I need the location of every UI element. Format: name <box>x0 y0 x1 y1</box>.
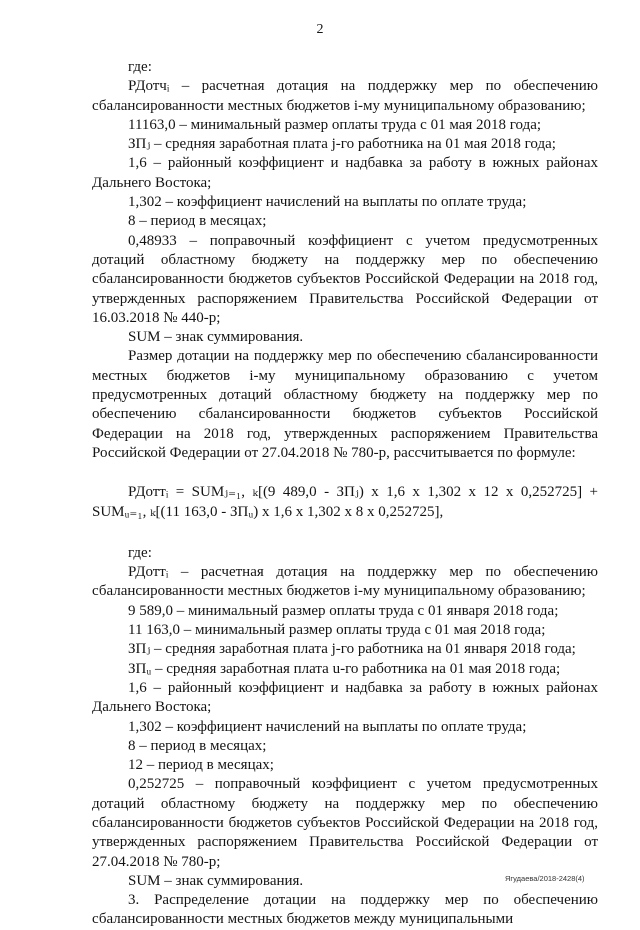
body-paragraph: 1,6 – районный коэффициент и надбавка за работу в южных районах Дальнего Востока; <box>92 679 598 716</box>
body-paragraph: РДоттᵢ – расчетная дотация на поддержку мер по обеспечению сбалансированности местных бюджетов i-му муниципальному образованию; <box>92 564 598 600</box>
body-paragraph: Размер дотации на поддержку мер по обеспечению сбалансированности местных бюджетов i-му муниципальному образованию с учетом предусмотренных дотаций областному бюджету на поддержку мер по обеспечению сбалансированности бюджетов субъектов Российской Федерации на 2018 год, утвержденных распоряжением Правительства Российской Федерации от 27.04.2018 № 780-р, рассчитывается по формуле: <box>92 348 598 461</box>
document-body <box>92 58 598 930</box>
body-paragraph: SUM – знак суммирования. <box>128 872 304 889</box>
body-paragraph: SUM – знак суммирования. <box>128 329 304 346</box>
body-paragraph: РДотчᵢ – расчетная дотация на поддержку мер по обеспечению сбалансированности местных бюджетов i-му муниципальному образованию; <box>92 78 598 114</box>
body-paragraph: ЗПⱼ – средняя заработная плата j-го работника на 01 мая 2018 года; <box>128 136 556 153</box>
body-paragraph: 9 589,0 – минимальный размер оплаты труда с 01 января 2018 года; <box>128 602 559 619</box>
body-paragraph: ЗПᵤ – средняя заработная плата u-го работника на 01 мая 2018 года; <box>128 660 561 677</box>
body-paragraph: где: <box>128 544 152 561</box>
body-paragraph: 1,302 – коэффициент начислений на выплаты по оплате труда; <box>128 194 527 211</box>
body-paragraph: 8 – период в месяцах; <box>128 737 267 754</box>
body-paragraph: 12 – период в месяцах; <box>128 757 274 774</box>
body-paragraph: где: <box>128 59 152 75</box>
body-paragraph: 8 – период в месяцах; <box>128 213 267 230</box>
body-paragraph: 1,6 – районный коэффициент и надбавка за работу в южных районах Дальнего Востока; <box>92 155 598 191</box>
footer-code: Ягудаева/2018-2428(4) <box>505 874 585 883</box>
body-paragraph: 1,302 – коэффициент начислений на выплаты по оплате труда; <box>128 718 527 735</box>
body-paragraph: ЗПⱼ – средняя заработная плата j-го работника на 01 января 2018 года; <box>128 641 576 658</box>
body-paragraph: 11163,0 – минимальный размер оплаты труда с 01 мая 2018 года; <box>128 116 542 133</box>
formula-paragraph: РДоттᵢ = SUMⱼ₌₁, ₖ[(9 489,0 - ЗПⱼ) x 1,6 x 1,302 x 12 x 0,252725] + SUMᵤ₌₁, ₖ[(11 163,0 - ЗПᵤ) x 1,6 x 1,302 x 8 x 0,252725], <box>92 484 598 520</box>
body-paragraph: 11 163,0 – минимальный размер оплаты труда с 01 мая 2018 года; <box>128 622 546 639</box>
body-paragraph: 0,48933 – поправочный коэффициент с учетом предусмотренных дотаций областному бюджету на поддержку мер по обеспечению сбалансированности бюджетов субъектов Российской Федерации на 2018 год, утвержденных распоряжением Правительства Российской Федерации от 16.03.2018 № 440-р; <box>92 232 598 326</box>
body-paragraph: 0,252725 – поправочный коэффициент с учетом предусмотренных дотаций областному бюджету на поддержку мер по обеспечению сбалансированности бюджетов субъектов Российской Федерации на 2018 год, утвержденных распоряжением Правительства Российской Федерации от 27.04.2018 № 780-р; <box>92 776 598 870</box>
body-paragraph: 3. Распределение дотации на поддержку мер по обеспечению сбалансированности местных бюджетов между муниципальными <box>92 892 598 928</box>
page-number: 2 <box>316 22 324 37</box>
